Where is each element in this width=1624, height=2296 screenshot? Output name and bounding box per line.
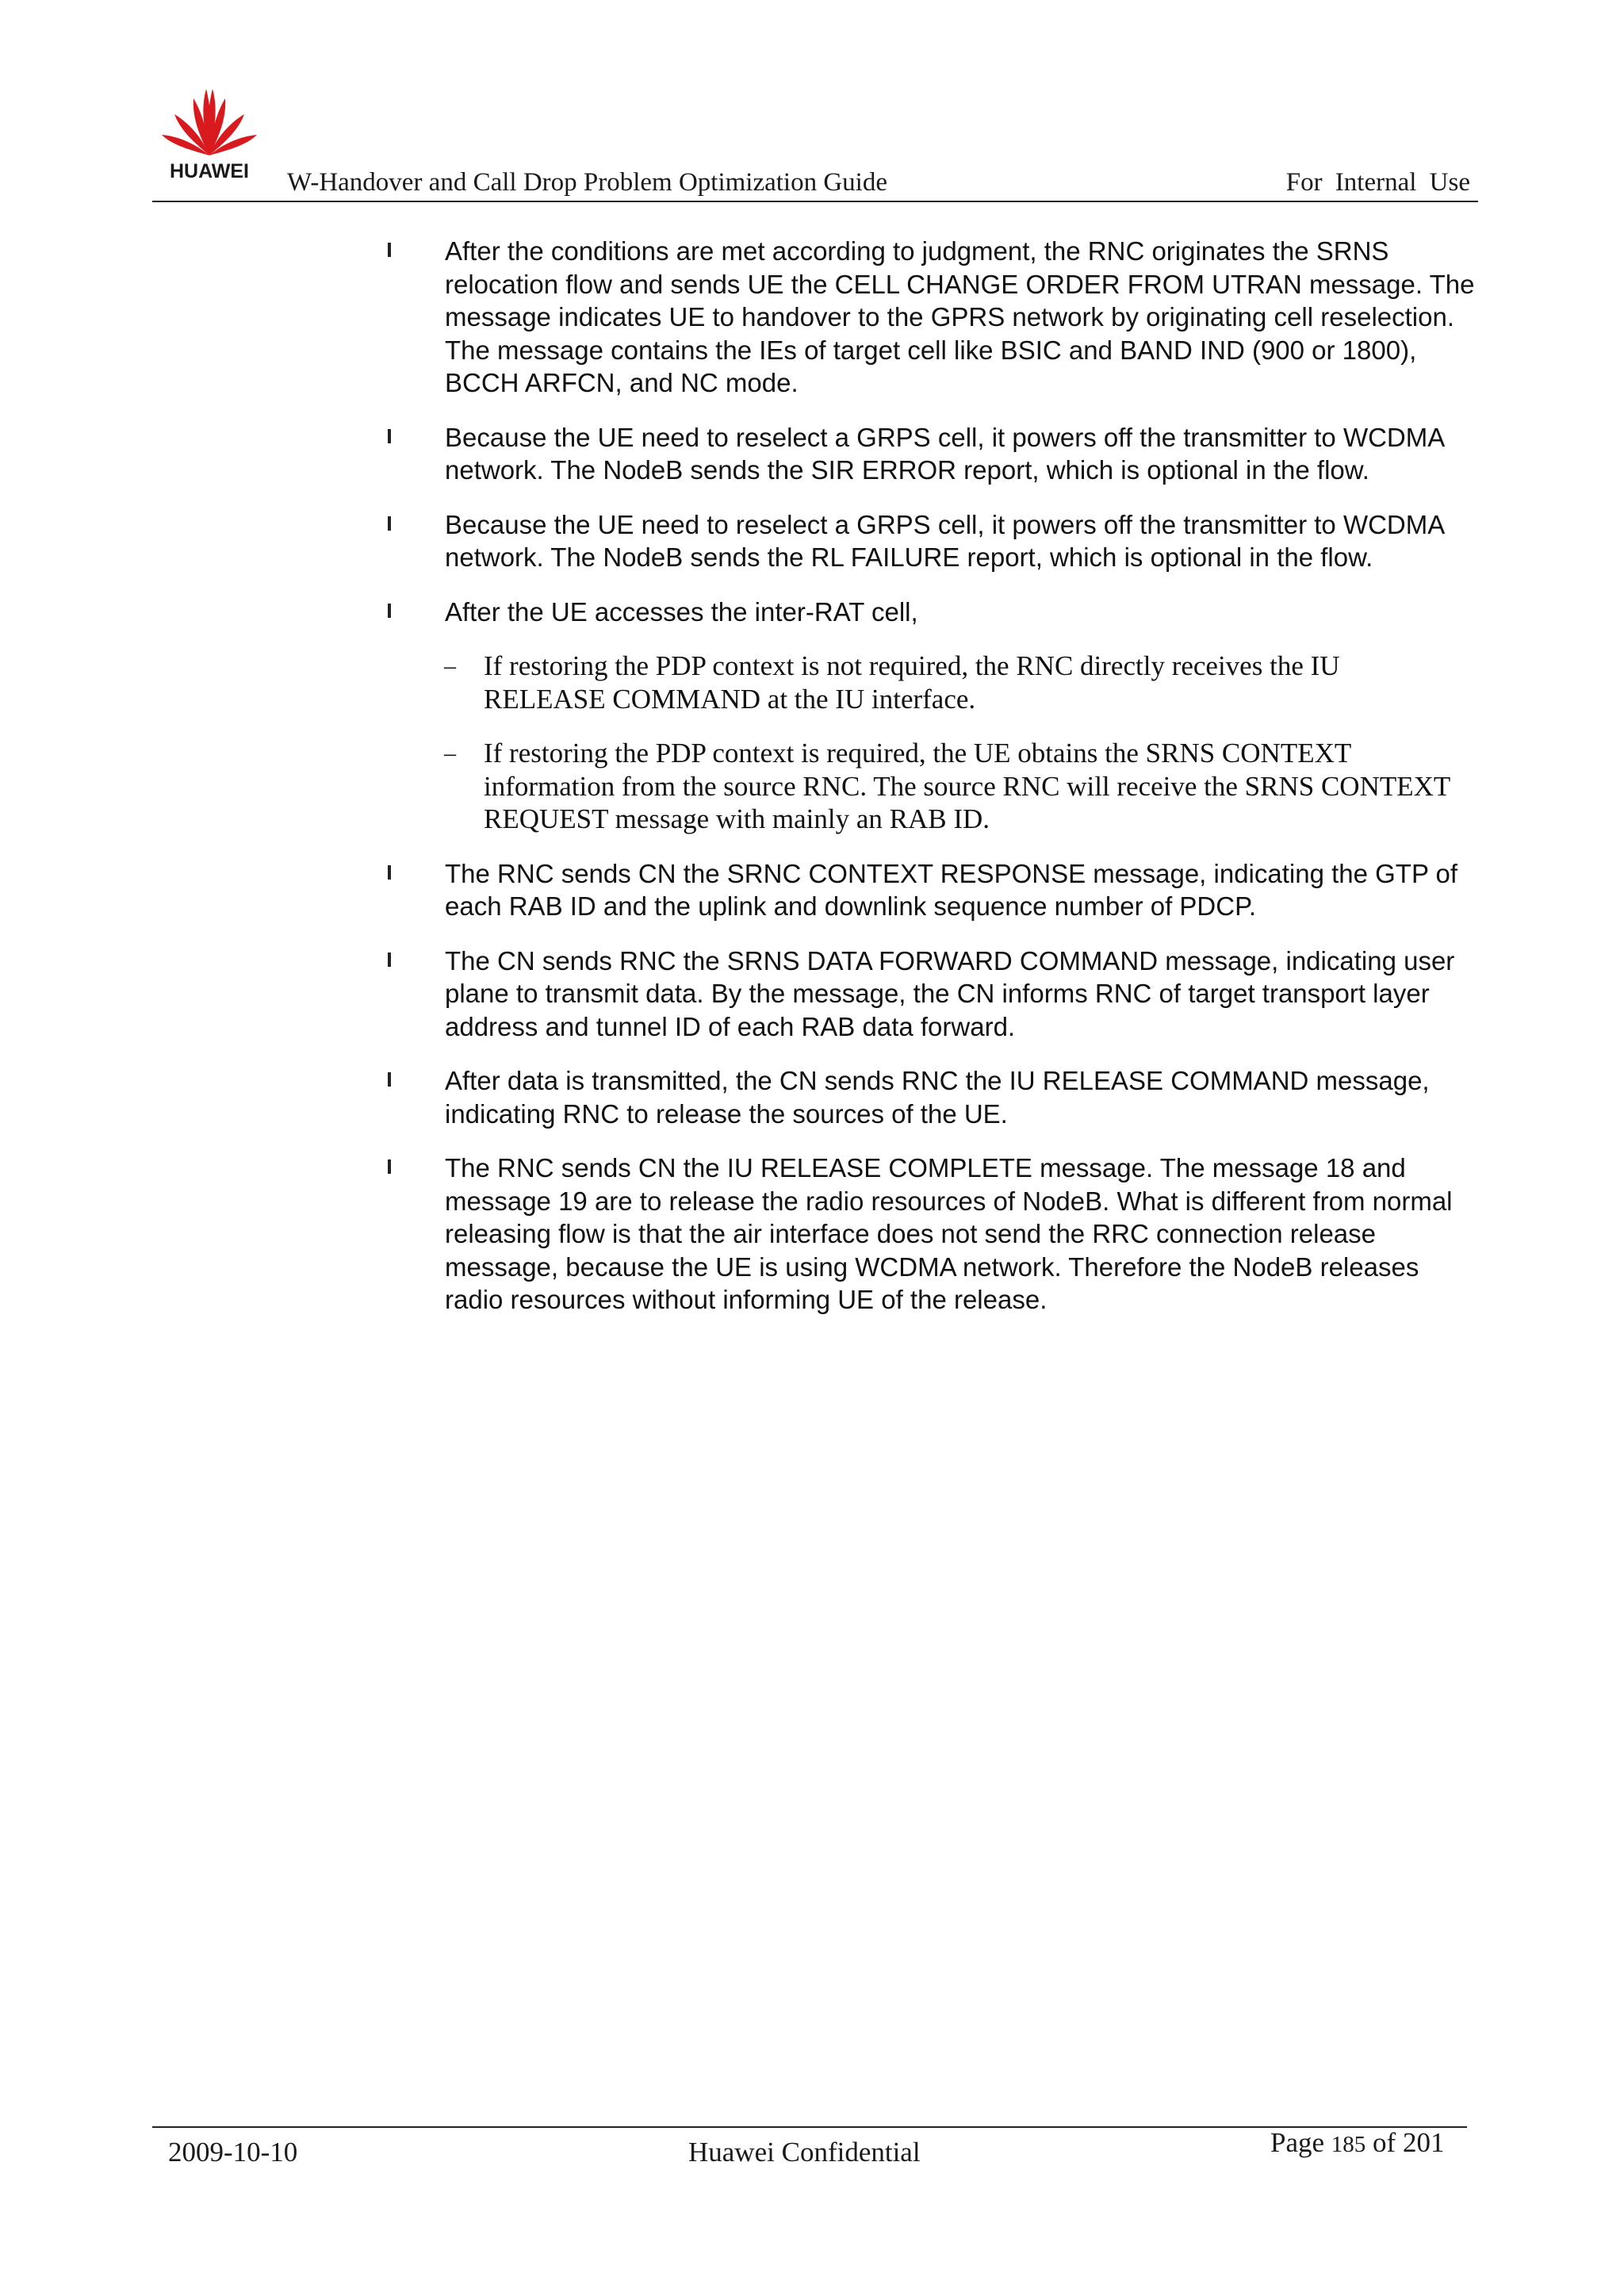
bullet-marker [388,1159,391,1174]
sub-list-item [444,737,1459,836]
list-item-text: After the conditions are met according to judgment, the RNC originates the SRNS relocation flow and sends UE the CELL CHANGE ORDER FROM UTRAN message. The message indicates UE to handover to the GPRS network by originating cell reselection. The message contains the IEs of target cell like BSIC and BAND IND (900 or 1800), BCCH ARFCN, and NC mode. [445,236,1475,397]
list-item [445,1064,1484,1130]
bullet-marker [388,1072,391,1087]
dash-marker: – [444,653,456,679]
sub-list-item-text: If restoring the PDP context is required, the UE obtains the SRNS CONTEXT information from the source RNC. The source RNC will receive the SRNS CONTEXT REQUEST message with mainly an RAB ID. [484,738,1450,834]
sub-list-item-text: If restoring the PDP context is not required, the RNC directly receives the IU RELEASE COMMAND at the IU interface. [484,650,1340,715]
bullet-marker [388,429,391,443]
bullet-marker [388,865,391,880]
document-title: W-Handover and Call Drop Problem Optimization Guide [287,168,888,197]
page-total: of 201 [1373,2127,1445,2158]
list-item [445,857,1484,923]
footer-page-number [1270,2127,1444,2159]
list-item-text: The RNC sends CN the IU RELEASE COMPLETE message. The message 18 and message 19 are to release the radio resources of NodeB. What is different from normal releasing flow is that the air interface does not send the RRC connection release message, because the UE is using WCDMA network. Therefore the NodeB releases radio resources without informing UE of the release. [445,1153,1453,1314]
document-classification: For Internal Use [1285,168,1470,197]
list-item-text: After the UE accesses the inter-RAT cell, [445,596,918,627]
list-item [445,945,1484,1044]
huawei-logo [157,82,262,186]
list-item-text: Because the UE need to reselect a GRPS cell, it powers off the transmitter to WCDMA network. The NodeB sends the RL FAILURE report, which is optional in the flow. [445,509,1444,572]
huawei-petal-logo-icon [157,82,262,159]
list-item-text: After data is transmitted, the CN sends RNC the IU RELEASE COMMAND message, indicating RNC to release the sources of the UE. [445,1066,1430,1129]
list-item [445,1152,1484,1317]
footer-date: 2009-10-10 [168,2137,298,2168]
logo-wordmark: HUAWEI [170,160,249,182]
list-item-text: The CN sends RNC the SRNS DATA FORWARD COMMAND message, indicating user plane to transmit data. By the message, the CN informs RNC of target transport layer address and tunnel ID of each RAB data forward. [445,945,1455,1041]
bullet-marker [388,243,391,257]
list-item [445,508,1484,574]
document-body [0,235,1624,1338]
sub-list-item [444,650,1459,715]
list-item-text: The RNC sends CN the SRNC CONTEXT RESPONSE message, indicating the GTP of each RAB ID and the uplink and downlink sequence number of PDCP. [445,858,1458,921]
list-item [445,421,1484,487]
dash-marker: – [444,740,456,766]
header-divider [152,201,1478,202]
footer-confidential: Huawei Confidential [688,2137,921,2168]
list-item [445,235,1484,400]
list-item-text: Because the UE need to reselect a GRPS cell, it powers off the transmitter to WCDMA network. The NodeB sends the SIR ERROR report, which is optional in the flow. [445,422,1444,485]
list-item [445,596,1484,629]
page-prefix: Page [1270,2127,1325,2158]
bullet-marker [388,516,391,531]
bullet-marker [388,953,391,967]
bullet-marker [388,604,391,618]
page-number: 185 [1331,2132,1366,2157]
